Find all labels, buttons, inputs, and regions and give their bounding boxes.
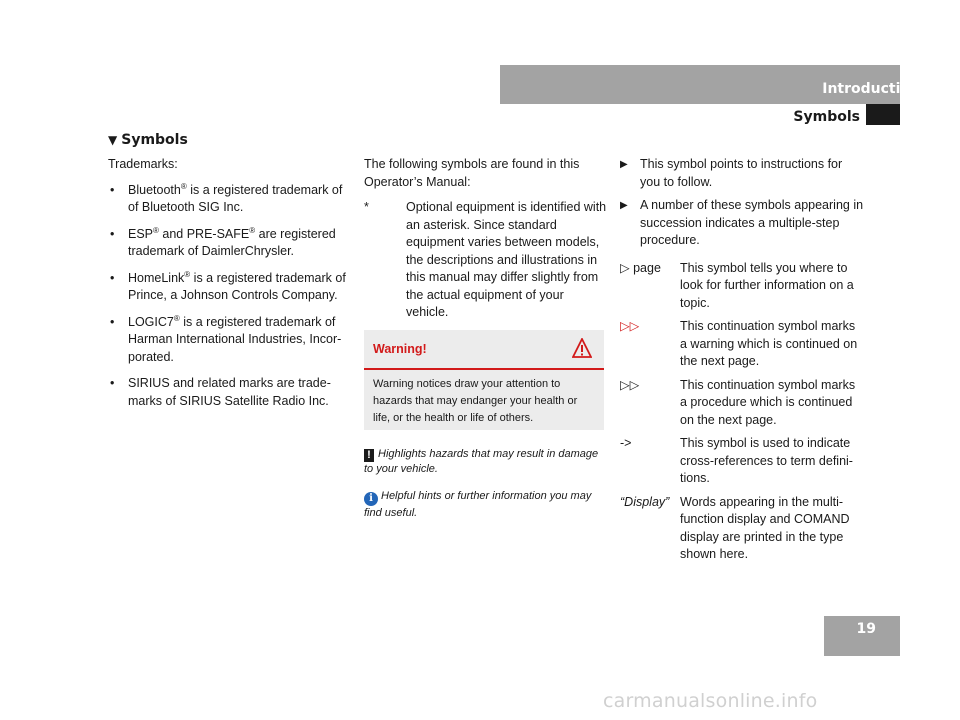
play-arrow-icon: ▶	[620, 200, 628, 211]
symbol-description: This continuation symbol marks a warning which is continued on the next page.	[680, 319, 858, 368]
symbol-definition-row	[620, 377, 865, 430]
hazard-note	[364, 447, 609, 476]
info-note-text: Helpful hints or further information you may find useful.	[364, 490, 592, 519]
trademark-text: are registered trademark of DaimlerChrysler.	[128, 226, 336, 258]
trademark-text: Bluetooth	[128, 182, 181, 197]
trademark-text: is a registered trademark of Harman International Industries, Incor-porated.	[128, 314, 342, 364]
bullet-icon: •	[110, 376, 115, 390]
list-item	[108, 375, 353, 410]
list-item	[108, 182, 353, 217]
symbol-definition-row	[620, 494, 865, 564]
trademarks-intro: Trademarks:	[108, 157, 178, 171]
watermark-text: carmanualsonline.info	[603, 690, 818, 712]
arrow-item-text: This symbol points to instructions for you to follow.	[640, 157, 843, 189]
trademark-text: LOGIC7	[128, 314, 174, 329]
bullet-icon: •	[110, 226, 115, 241]
page-ref-symbol: ▷ page	[620, 260, 661, 275]
trademark-text: SIRIUS and related marks are trade-marks of SIRIUS Satellite Radio Inc.	[128, 376, 331, 408]
exclamation-icon: !	[364, 449, 374, 462]
info-note	[364, 489, 609, 520]
column-symbols-intro	[364, 156, 609, 322]
registered-mark: ®	[153, 225, 159, 235]
list-item	[108, 226, 353, 261]
chapter-title: Introduction	[822, 81, 920, 97]
bullet-icon: •	[110, 270, 115, 285]
registered-mark: ®	[180, 181, 187, 191]
section-heading-text: Symbols	[121, 132, 188, 148]
symbol-description: This symbol is used to indicate cross-references to term defini-tions.	[680, 436, 853, 485]
list-item	[620, 156, 865, 191]
asterisk-definition	[364, 199, 609, 322]
symbol-definition-row	[620, 435, 865, 488]
symbol-description: This symbol tells you where to look for further information on a topic.	[680, 260, 854, 310]
list-item	[620, 197, 865, 250]
symbol-description: This continuation symbol marks a procedure which is continued on the next page.	[680, 377, 856, 427]
registered-mark: ®	[173, 313, 180, 323]
section-title: Symbols	[793, 109, 860, 125]
header-marker-block	[866, 104, 900, 125]
asterisk-symbol: *	[364, 200, 369, 214]
warning-title: Warning!	[373, 342, 427, 356]
registered-mark: ®	[249, 225, 256, 235]
warning-triangle-icon	[572, 338, 592, 363]
warning-box	[364, 330, 604, 430]
section-heading	[108, 132, 188, 148]
column-symbol-definitions	[620, 156, 865, 570]
column-trademarks	[108, 156, 353, 419]
warning-header	[364, 330, 604, 370]
symbol-definition-row	[620, 318, 865, 371]
arrow-item-text: A number of these symbols appearing in succession indicates a multiple-step procedure.	[640, 198, 864, 247]
symbols-intro: The following symbols are found in this Operator’s Manual:	[364, 157, 580, 189]
trademark-text: and PRE-SAFE	[158, 226, 250, 241]
page-number: 19	[856, 621, 876, 637]
play-arrow-icon: ▶	[620, 159, 628, 170]
list-item	[108, 314, 353, 367]
triangle-down-icon: ▼	[108, 133, 118, 147]
registered-mark: ®	[184, 269, 191, 279]
cross-reference-symbol: ->	[620, 436, 632, 450]
trademark-text: is a registered trademark of Prince, a Johnson Controls Company.	[128, 270, 346, 302]
bullet-icon: •	[110, 314, 115, 329]
warning-text: Warning notices draw your attention to hazards that may endanger your health or life, or the health or life of others.	[373, 378, 578, 424]
symbol-definition-row	[620, 260, 865, 313]
info-icon: i	[364, 492, 378, 506]
warning-continuation-symbol: ▷▷	[620, 319, 640, 333]
procedure-continuation-symbol: ▷▷	[620, 377, 640, 392]
trademark-text: is a registered trademark of of Bluetooth SIG Inc.	[128, 182, 343, 214]
trademark-text: ESP	[128, 226, 154, 241]
symbol-description: Words appearing in the multi-function display and COMAND display are printed in the type shown here.	[680, 494, 850, 561]
list-item	[108, 270, 353, 305]
display-text-symbol: “Display”	[620, 494, 670, 509]
trademark-text: HomeLink	[128, 270, 185, 285]
bullet-icon: •	[110, 182, 115, 197]
hazard-note-text: Highlights hazards that may result in damage to your vehicle.	[364, 448, 599, 475]
asterisk-text: Optional equipment is identified with an asterisk. Since standard equipment varies between models, the descriptions and illustrations in this manual may differ slightly from the actual equipment of your vehicle.	[406, 200, 607, 319]
